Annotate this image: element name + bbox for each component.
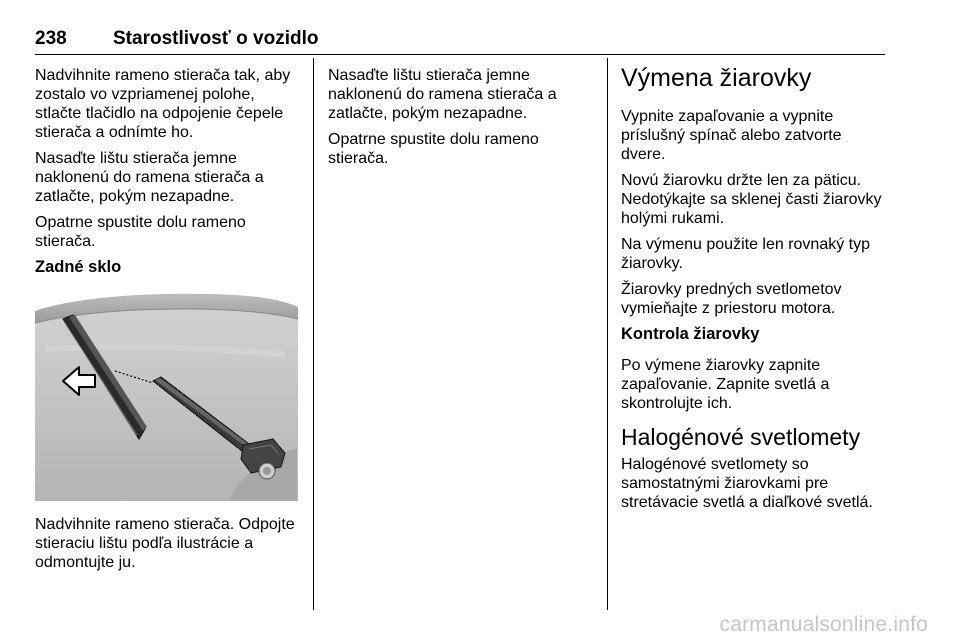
watermark: carmanualsonline.info xyxy=(719,613,928,636)
paragraph: Nasaďte lištu stierača jemne naklonenú do ramena stierača a zatlačte, pokým nezapadne. xyxy=(35,150,264,205)
column-1 xyxy=(35,66,303,579)
paragraph: Nadvihnite rameno stierača tak, aby zostalo vo vzpriamenej polohe, stlačte tlačidlo na odpojenie čepele stierača a odnímte ho. xyxy=(35,67,291,141)
paragraph: Nadvihnite rameno stierača. Odpojte stieraciu lištu podľa ilustrácie a odmontujte ju. xyxy=(35,516,295,571)
paragraph: Novú žiarovku držte len za päticu. Nedotýkajte sa sklenej časti žiarovky holými rukami. xyxy=(621,172,882,227)
page-number: 238 xyxy=(35,28,67,49)
column-divider-1 xyxy=(313,58,314,610)
page-header xyxy=(35,26,885,56)
column-2 xyxy=(328,66,596,175)
paragraph: Žiarovky predných svetlometov vymieňajte z priestoru motora. xyxy=(621,281,842,317)
column-divider-2 xyxy=(607,58,608,610)
section-heading-rear-window: Zadné sklo xyxy=(35,258,122,276)
paragraph: Opatrne spustite dolu rameno stierača. xyxy=(328,131,539,167)
paragraph: Po výmene žiarovky zapnite zapaľovanie. Zapnite svetlá a skontrolujte ich. xyxy=(621,357,830,412)
column-3 xyxy=(621,66,889,519)
paragraph: Na výmenu použite len rovnaký typ žiarovky. xyxy=(621,236,871,272)
paragraph: Halogénové svetlomety so samostatnými žiarovkami pre stretávacie svetlá a diaľkové svetlá. xyxy=(621,456,873,511)
rear-wiper-illustration xyxy=(35,289,298,501)
section-heading-halogen-headlamps: Halogénové svetlomety xyxy=(621,424,861,450)
section-heading-bulb-replacement: Výmena žiarovky xyxy=(621,64,812,92)
paragraph: Opatrne spustite dolu rameno stierača. xyxy=(35,214,246,250)
paragraph: Vypnite zapaľovanie a vypnite príslušný spínač alebo zatvorte dvere. xyxy=(621,108,842,163)
chapter-title: Starostlivosť o vozidlo xyxy=(113,28,319,49)
section-heading-bulb-check: Kontrola žiarovky xyxy=(621,325,760,343)
paragraph: Nasaďte lištu stierača jemne naklonenú do ramena stierača a zatlačte, pokým nezapadne. xyxy=(328,67,557,122)
header-rule xyxy=(35,54,885,55)
